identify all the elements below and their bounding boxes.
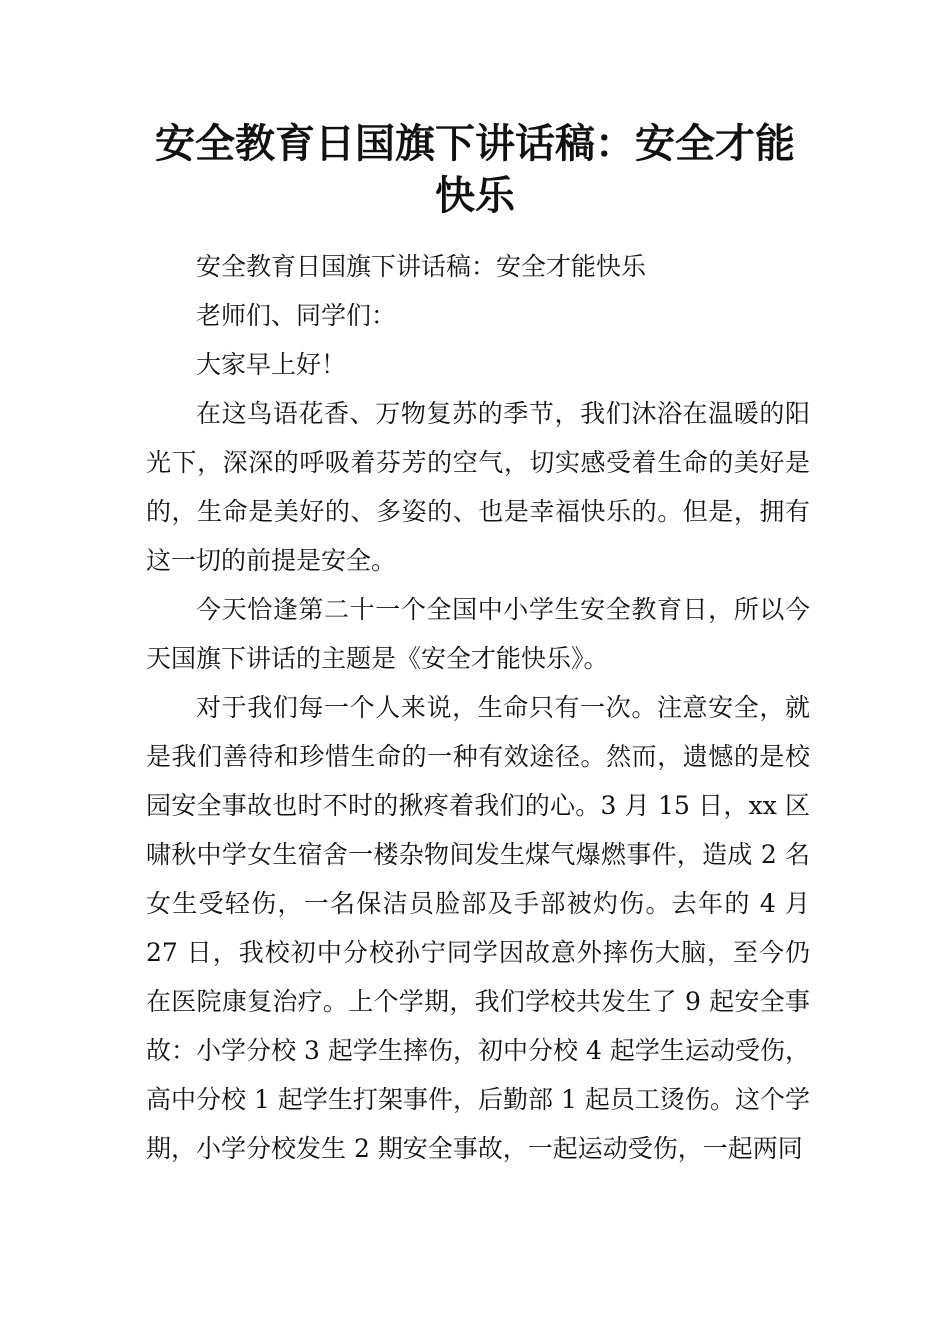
paragraph-incidents: 对于我们每一个人来说，生命只有一次。注意安全，就是我们善待和珍惜生命的一种有效途径。然而，遗憾的是校园安全事故也时不时的揪疼着我们的心。3 月 15 日，xx 区啸秋中学女生宿舍一楼杂物间发生煤气爆燃事件，造成 2 名女生受轻伤，一名保洁员脸部及手部被灼伤。去年的 4 月 27 日，我校初中分校孙宁同学因故意外摔伤大脑，至今仍在医院康复治疗。上个学期，我们学校共发生了 9 起安全事故：小学分校 3 起学生摔伤，初中分校 4 起学生运动受伤，高中分校 1 起学生打架事件，后勤部 1 起员工烫伤。这个学期，小学分校发生 2 期安全事故，一起运动受伤，一起两同 [146, 693, 810, 1163]
document-body [146, 242, 810, 1173]
paragraph-greeting: 大家早上好！ [196, 350, 347, 379]
paragraph-theme: 今天恰逢第二十一个全国中小学生安全教育日，所以今天国旗下讲话的主题是《安全才能快乐》。 [146, 595, 810, 673]
paragraph-salutation: 老师们、同学们： [196, 301, 397, 330]
paragraph-season: 在这鸟语花香、万物复苏的季节，我们沐浴在温暖的阳光下，深深的呼吸着芬芳的空气，切实感受着生命的美好是的，生命是美好的、多姿的、也是幸福快乐的。但是，拥有这一切的前提是安全。 [146, 399, 810, 575]
document-title: 安全教育日国旗下讲话稿：安全才能快乐 [155, 121, 795, 219]
paragraph-subtitle: 安全教育日国旗下讲话稿：安全才能快乐 [196, 252, 647, 281]
